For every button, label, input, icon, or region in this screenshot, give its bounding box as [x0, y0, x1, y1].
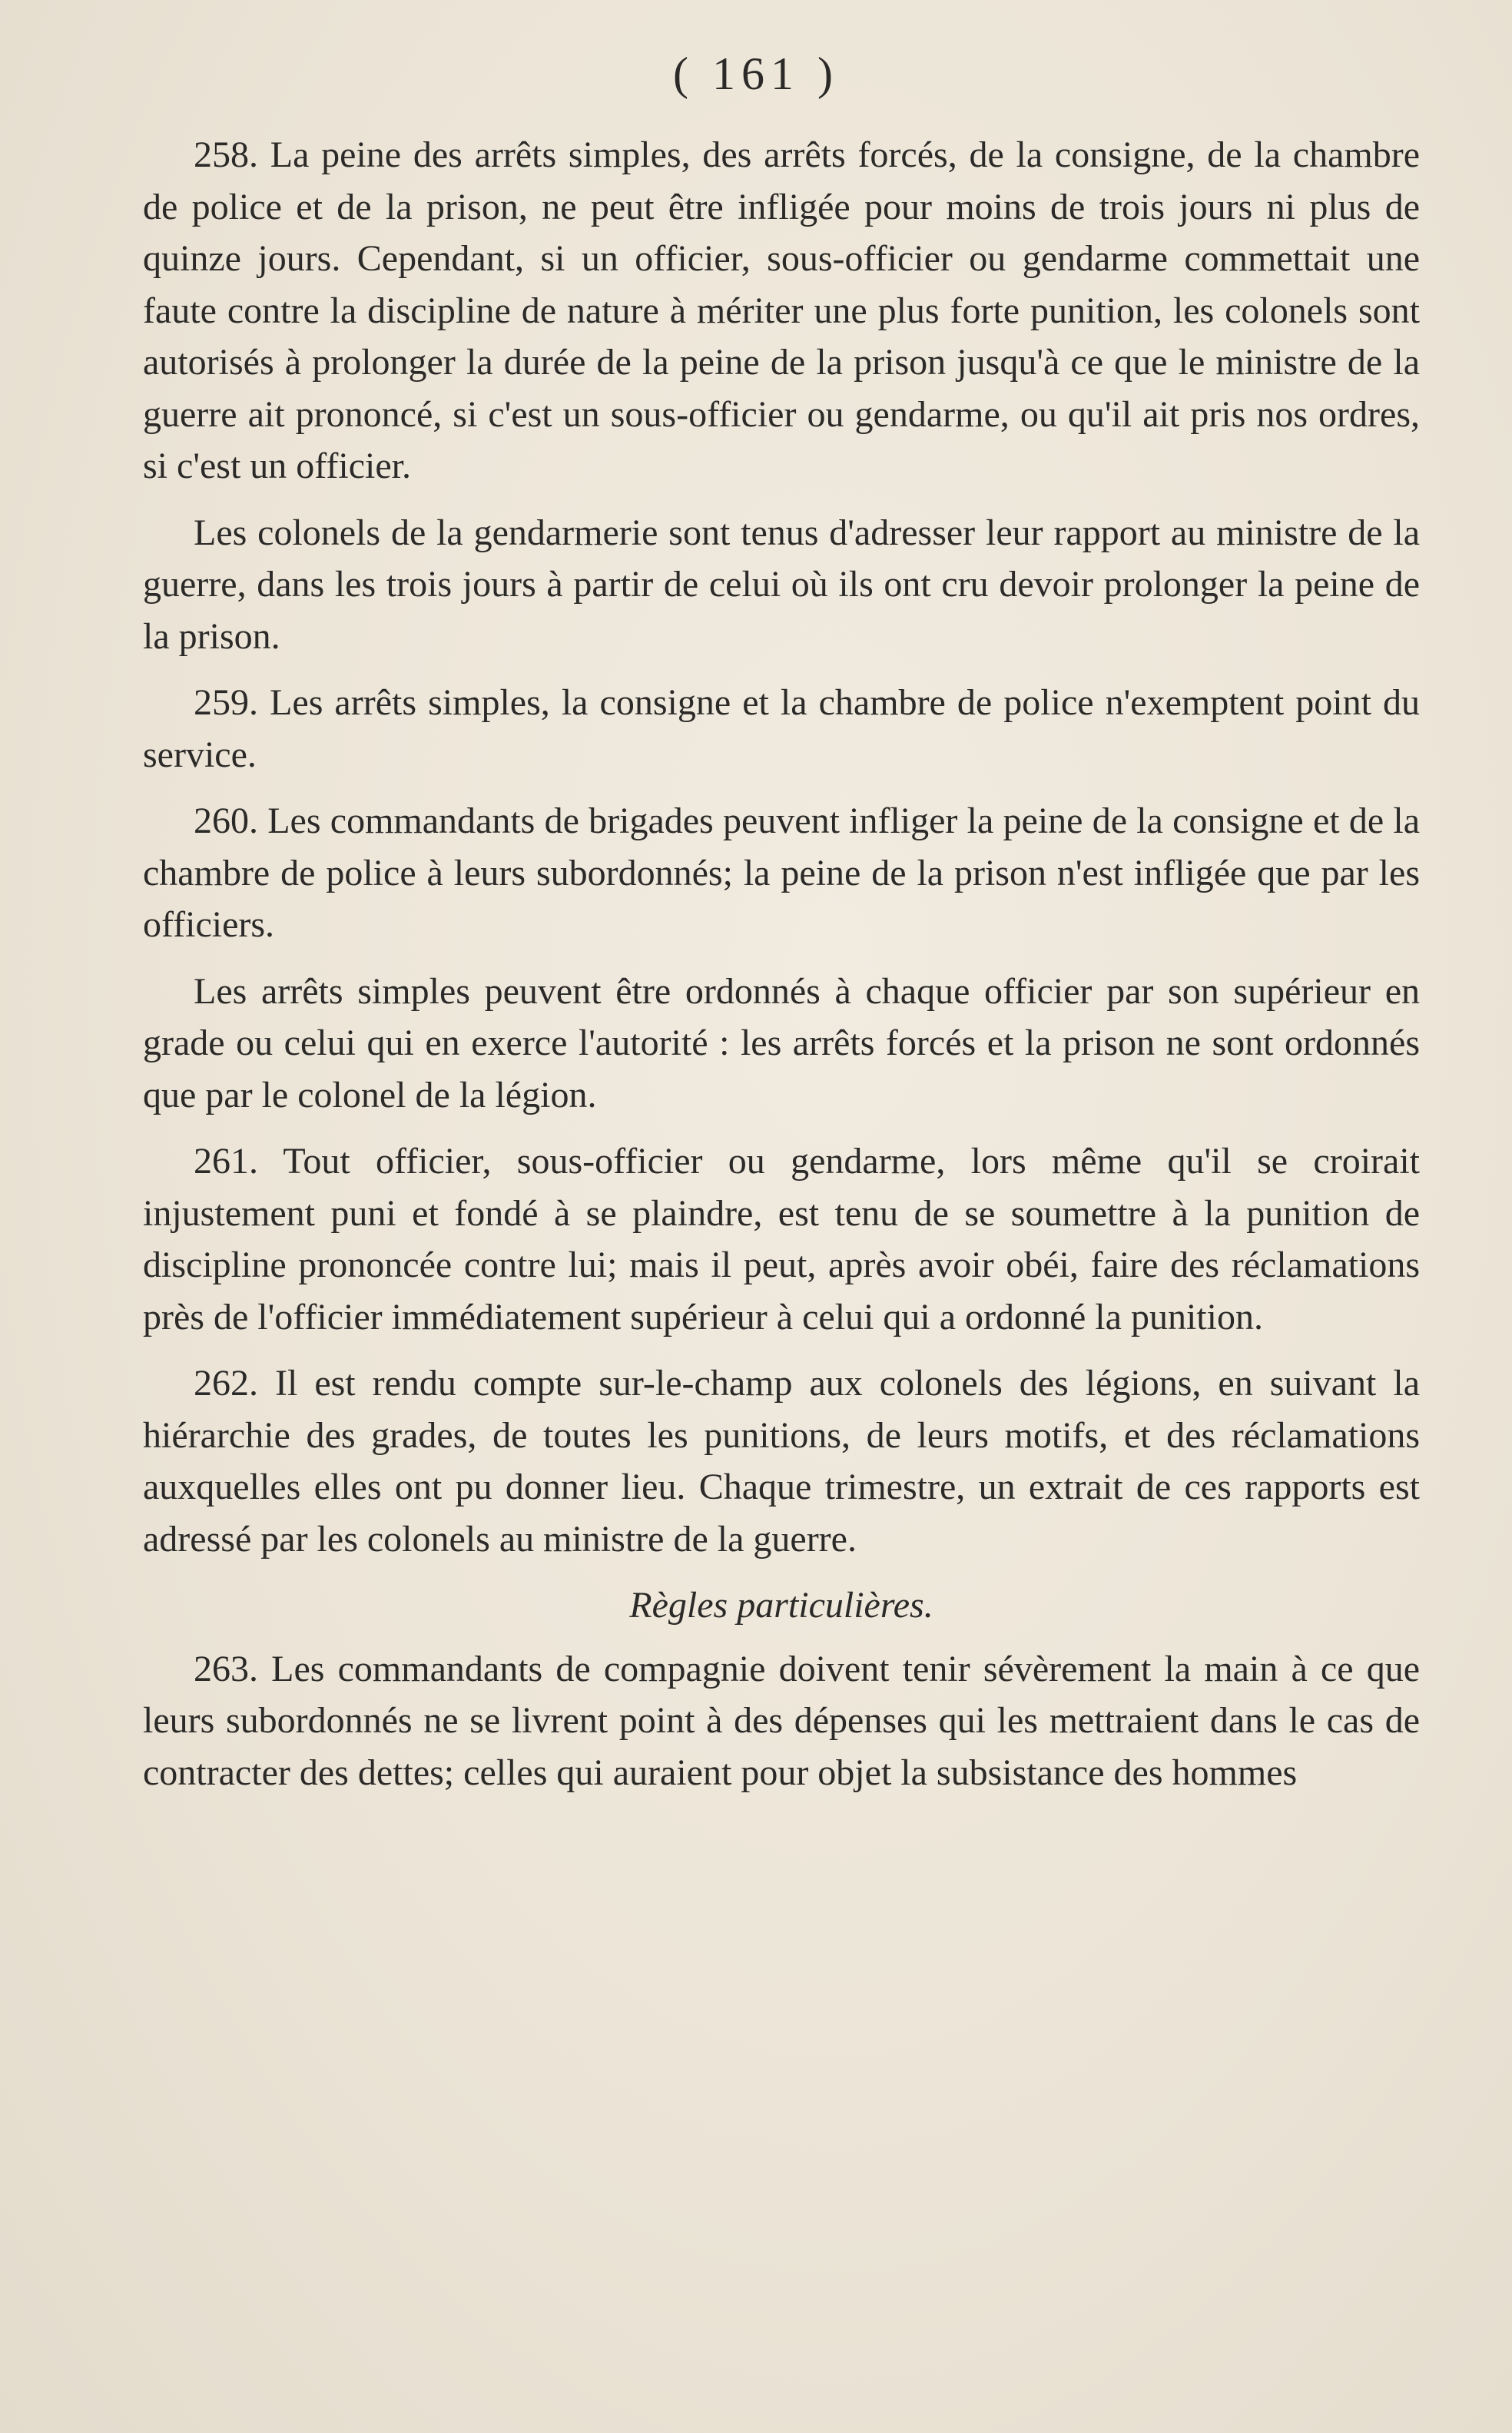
article-258: 258. La peine des arrêts simples, des arrêts forcés, de la consigne, de la chambre de police et de la prison, ne peut être infligée pour moins de trois jours ni plus de quinze jours. Cependant, si un officier, sous-officier ou gendarme commettait une faute contre la discipline de nature à mériter une plus forte punition, les colonels sont autorisés à prolonger la durée de la peine de la prison jusqu'à ce que le ministre de la guerre ait prononcé, si c'est un sous-officier ou gendarme, ou qu'il ait pris nos ordres, si c'est un officier. — [143, 134, 1420, 486]
article-261: 261. Tout officier, sous-officier ou gendarme, lors même qu'il se croirait injustement puni et fondé à se plaindre, est tenu de se soumettre à la punition de discipline prononcée contre lui; mais il peut, après avoir obéi, faire des réclamations près de l'officier immédiatement supérieur à celui qui a ordonné la punition. — [143, 1141, 1420, 1337]
article-262: 262. Il est rendu compte sur-le-champ aux colonels des légions, en suivant la hiérarchie des grades, de toutes les punitions, de leurs motifs, et des réclamations auxquelles elles ont pu donner lieu. Chaque trimestre, un extrait de ces rapports est adressé par les colonels au ministre de la guerre. — [143, 1363, 1420, 1560]
page-body — [143, 129, 1420, 1813]
section-heading: Règles particulières. — [629, 1585, 933, 1626]
article-259: 259. Les arrêts simples, la consigne et la chambre de police n'exemptent point du service. — [143, 682, 1420, 775]
article-263: 263. Les commandants de compagnie doivent tenir sévèrement la main à ce que leurs subordonnés ne se livrent point à des dépenses qui les mettraient dans le cas de contracter des dettes; celles qui auraient pour objet la subsistance des hommes — [143, 1648, 1420, 1793]
article-258-continuation: Les colonels de la gendarmerie sont tenus d'adresser leur rapport au ministre de la guerre, dans les trois jours à partir de celui où ils ont cru devoir prolonger la peine de la prison. — [143, 512, 1420, 657]
article-260-continuation: Les arrêts simples peuvent être ordonnés à chaque officier par son supérieur en grade ou celui qui en exerce l'autorité : les arrêts forcés et la prison ne sont ordonnés que par le colonel de la légion. — [143, 970, 1420, 1115]
article-260: 260. Les commandants de brigades peuvent infliger la peine de la consigne et de la chambre de police à leurs subordonnés; la peine de la prison n'est infligée que par les officiers. — [143, 801, 1420, 945]
page-number: ( 161 ) — [673, 48, 839, 99]
